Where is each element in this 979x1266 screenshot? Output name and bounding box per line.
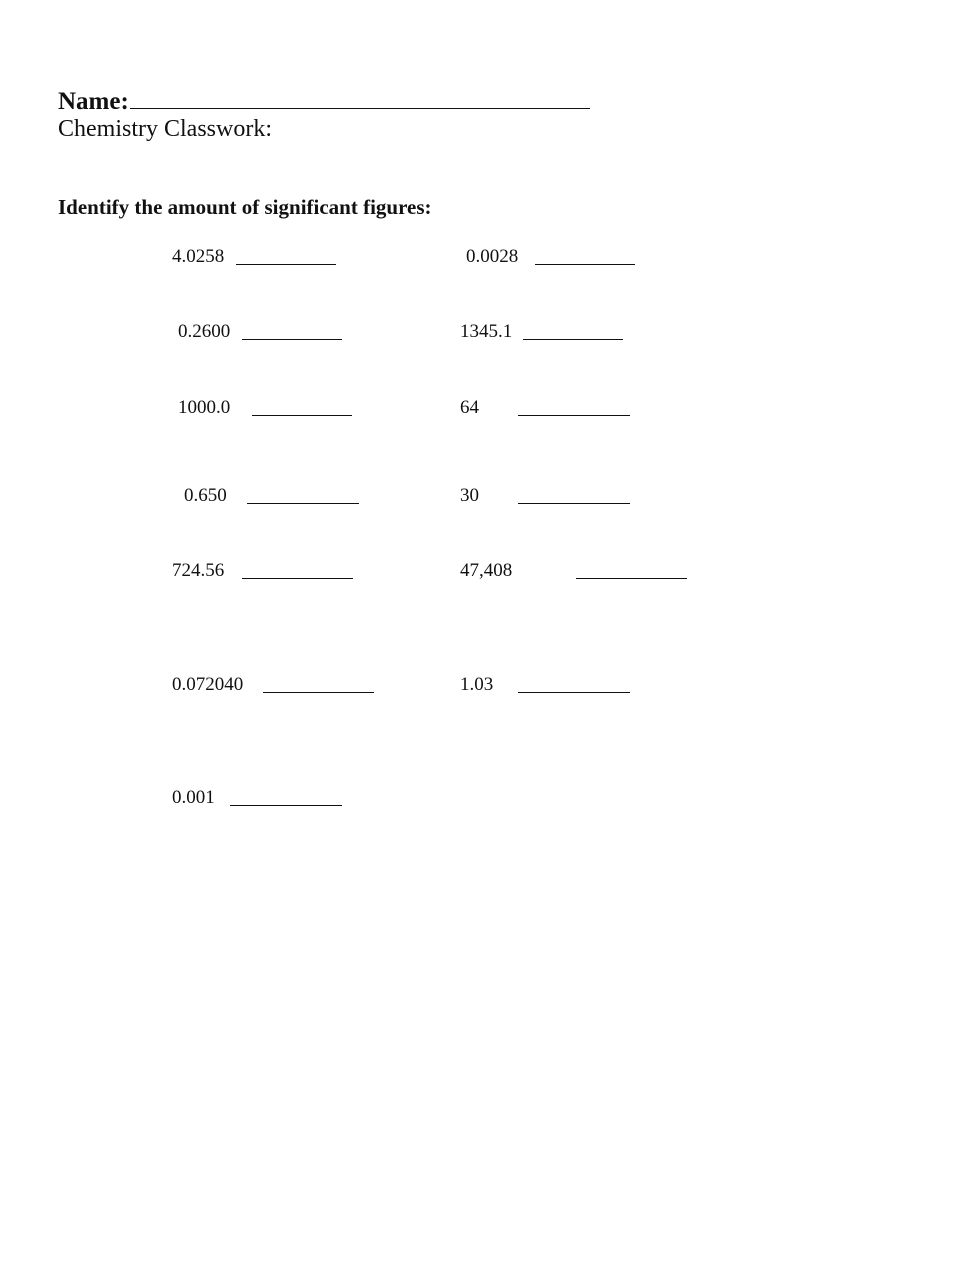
- problem-number: 1.03: [460, 674, 494, 695]
- answer-blank[interactable]: [247, 503, 359, 504]
- answer-blank[interactable]: [252, 415, 352, 416]
- problem-number: 0.0028: [466, 246, 519, 267]
- problem-number: 30: [460, 485, 479, 506]
- problem-number: 64: [460, 397, 479, 418]
- problem-number: 47,408: [460, 560, 513, 581]
- problem-number: 0.001: [172, 787, 215, 808]
- answer-blank[interactable]: [523, 339, 623, 340]
- answer-blank[interactable]: [242, 578, 353, 579]
- answer-blank[interactable]: [518, 503, 630, 504]
- answer-blank[interactable]: [263, 692, 374, 693]
- problem-number: 0.2600: [178, 321, 231, 342]
- name-blank-line[interactable]: [130, 86, 590, 109]
- answer-blank[interactable]: [236, 264, 336, 265]
- worksheet-title: Chemistry Classwork:: [58, 116, 272, 142]
- answer-blank[interactable]: [518, 692, 630, 693]
- answer-blank[interactable]: [576, 578, 687, 579]
- problem-number: 1345.1: [460, 321, 513, 342]
- answer-blank[interactable]: [518, 415, 630, 416]
- problem-number: 0.650: [184, 485, 227, 506]
- problem-number: 1000.0: [178, 397, 231, 418]
- answer-blank[interactable]: [230, 805, 342, 806]
- name-label: Name:: [58, 88, 129, 115]
- problem-number: 724.56: [172, 560, 225, 581]
- name-field-row: [58, 86, 590, 116]
- instructions-heading: Identify the amount of significant figures:: [58, 195, 432, 219]
- answer-blank[interactable]: [535, 264, 635, 265]
- problem-number: 0.072040: [172, 674, 244, 695]
- problem-number: 4.0258: [172, 246, 225, 267]
- answer-blank[interactable]: [242, 339, 342, 340]
